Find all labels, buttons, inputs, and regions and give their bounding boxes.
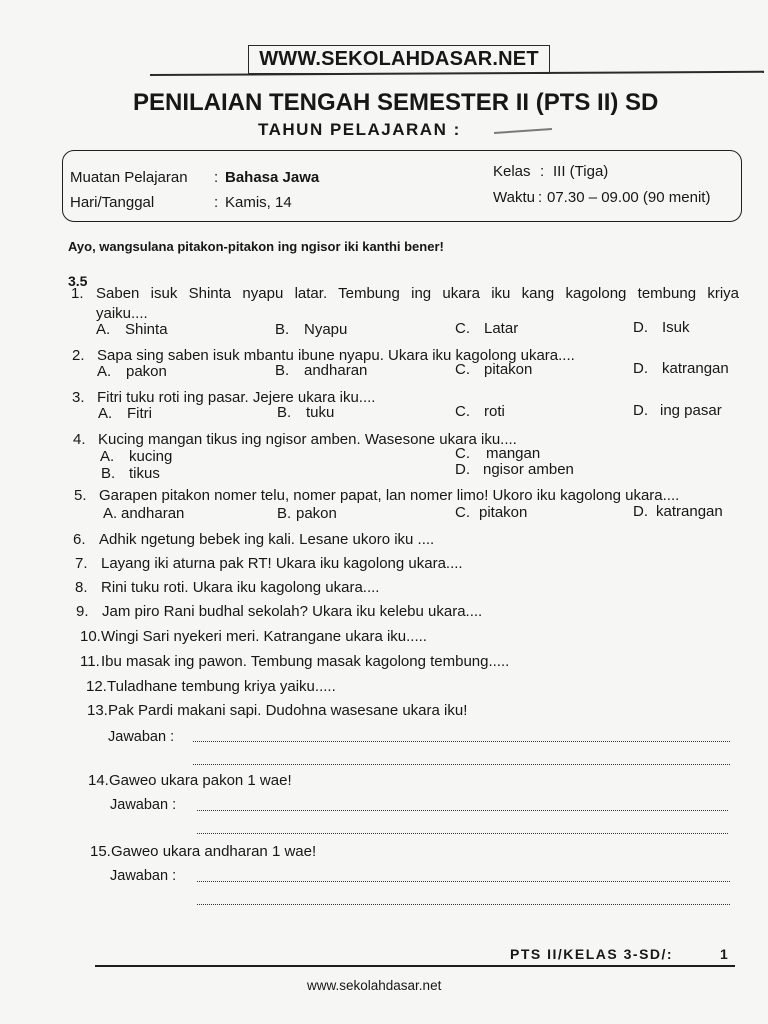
option-text: ing pasar [660, 402, 722, 419]
option-letter: B. [275, 321, 290, 338]
question-text: Rini tuku roti. Ukara iku kagolong ukara.... [101, 579, 380, 596]
question-text: Adhik ngetung bebek ing kali. Lesane ukoro iku .... [99, 531, 435, 548]
question-number: 9. [76, 603, 89, 620]
option-letter: C. [455, 445, 470, 462]
question-text: Wingi Sari nyekeri meri. Katrangane ukara iku..... [101, 628, 427, 645]
option-letter: D. [633, 360, 648, 377]
option-text: pitakon [479, 504, 528, 521]
question-text: Kucing mangan tikus ing ngisor amben. Wasesone ukara iku.... [98, 431, 517, 448]
footer-website: www.sekolahdasar.net [307, 978, 442, 993]
option-text: ngisor amben [483, 461, 574, 478]
option-text: Shinta [125, 321, 168, 338]
day-sep: : [214, 194, 219, 211]
question-number: 4. [73, 431, 86, 448]
answer-line [193, 741, 730, 742]
question-number: 8. [75, 579, 88, 596]
question-number: 3. [72, 389, 85, 406]
option-letter: A. [98, 405, 113, 422]
site-header-text: WWW.SEKOLAHDASAR.NET [259, 48, 539, 70]
option-text: pakon [126, 363, 167, 380]
option-letter: A. [96, 321, 111, 338]
option-text: tikus [129, 465, 160, 482]
answer-line [197, 904, 730, 905]
option-text: mangan [486, 445, 541, 462]
scan-smear [494, 128, 552, 134]
class-sep: : [540, 163, 545, 180]
question-number: 1. [71, 285, 84, 302]
option-letter: B. [277, 505, 292, 522]
answer-label: Jawaban : [108, 729, 175, 745]
day-value: Kamis, 14 [225, 194, 292, 211]
question-number: 13. [87, 702, 108, 719]
question-number: 14. [88, 772, 109, 789]
question-text-continued: yaiku.... [96, 305, 148, 322]
option-letter: D. [633, 402, 648, 419]
question-number: 10. [80, 628, 101, 645]
header-rule [150, 71, 764, 76]
option-letter: B. [101, 465, 116, 482]
time-sep: : [538, 189, 543, 206]
option-letter: C. [455, 403, 470, 420]
question-number: 6. [73, 531, 86, 548]
exam-title: PENILAIAN TENGAH SEMESTER II (PTS II) SD [133, 89, 659, 116]
option-letter: A. [97, 363, 112, 380]
question-text: Layang iki aturna pak RT! Ukara iku kagolong ukara.... [101, 555, 463, 572]
subject-sep: : [214, 169, 219, 186]
question-number: 11. [80, 653, 100, 670]
question-text: Jam piro Rani budhal sekolah? Ukara iku kelebu ukara.... [102, 603, 483, 620]
question-text: Ibu masak ing pawon. Tembung masak kagolong tembung..... [101, 653, 510, 670]
footer-code: PTS II/KELAS 3-SD/: [510, 946, 674, 962]
question-number: 2. [72, 347, 85, 364]
option-text: andharan [121, 505, 185, 522]
footer-rule [95, 965, 735, 967]
option-letter: C. [455, 504, 470, 521]
option-text: Nyapu [304, 321, 348, 338]
answer-line [197, 833, 728, 834]
question-number: 12. [86, 678, 107, 695]
answer-label: Jawaban : [110, 797, 177, 813]
question-number: 7. [75, 555, 88, 572]
question-text: Tuladhane tembung kriya yaiku..... [107, 678, 336, 695]
option-letter: D. [455, 461, 470, 478]
option-text: katrangan [656, 503, 723, 520]
option-text: pakon [296, 505, 337, 522]
answer-line [197, 881, 730, 882]
time-label: Waktu [493, 189, 535, 206]
option-text: andharan [304, 362, 368, 379]
question-number: 5. [74, 487, 87, 504]
question-text: Gaweo ukara pakon 1 wae! [109, 772, 292, 789]
option-text: Isuk [662, 319, 690, 336]
question-text: Pak Pardi makani sapi. Dudohna wasesane ukara iku! [108, 702, 468, 719]
option-letter: A. [103, 505, 118, 522]
option-text: Fitri [127, 405, 152, 422]
instruction: Ayo, wangsulana pitakon-pitakon ing ngisor iki kanthi bener! [68, 239, 444, 254]
question-text: Fitri tuku roti ing pasar. Jejere ukara iku.... [97, 389, 376, 406]
option-letter: D. [633, 503, 648, 520]
question-text: Garapen pitakon nomer telu, nomer papat, lan nomer limo! Ukoro iku kagolong ukara.... [99, 487, 680, 504]
section-code: 3.5 [68, 273, 88, 289]
option-letter: C. [455, 361, 470, 378]
academic-year-label: TAHUN PELAJARAN : [258, 120, 461, 139]
class-value: III (Tiga) [553, 163, 609, 180]
option-text: pitakon [484, 361, 533, 378]
option-text: kucing [129, 448, 173, 465]
answer-line [197, 810, 728, 811]
question-number: 15. [90, 843, 111, 860]
option-text: katrangan [662, 360, 729, 377]
option-letter: C. [455, 320, 470, 337]
subject-value: Bahasa Jawa [225, 169, 320, 186]
site-header-box [248, 45, 550, 74]
answer-label: Jawaban : [110, 868, 177, 884]
subject-label: Muatan Pelajaran [70, 169, 188, 186]
question-text: Saben isuk Shinta nyapu latar. Tembung ing ukara iku kang kagolong tembung kriya [96, 285, 739, 302]
question-text: Sapa sing saben isuk mbantu ibune nyapu. Ukara iku kagolong ukara.... [97, 347, 575, 364]
option-text: roti [484, 403, 505, 420]
answer-line [193, 764, 730, 765]
option-letter: B. [275, 362, 290, 379]
option-letter: B. [277, 404, 292, 421]
class-label: Kelas [493, 163, 531, 180]
option-text: Latar [484, 320, 519, 337]
option-letter: A. [100, 448, 115, 465]
option-text: tuku [306, 404, 335, 421]
day-label: Hari/Tanggal [70, 194, 155, 211]
question-text: Gaweo ukara andharan 1 wae! [111, 843, 317, 860]
option-letter: D. [633, 319, 648, 336]
page-number: 1 [720, 946, 728, 962]
time-value: 07.30 – 09.00 (90 menit) [547, 189, 711, 206]
